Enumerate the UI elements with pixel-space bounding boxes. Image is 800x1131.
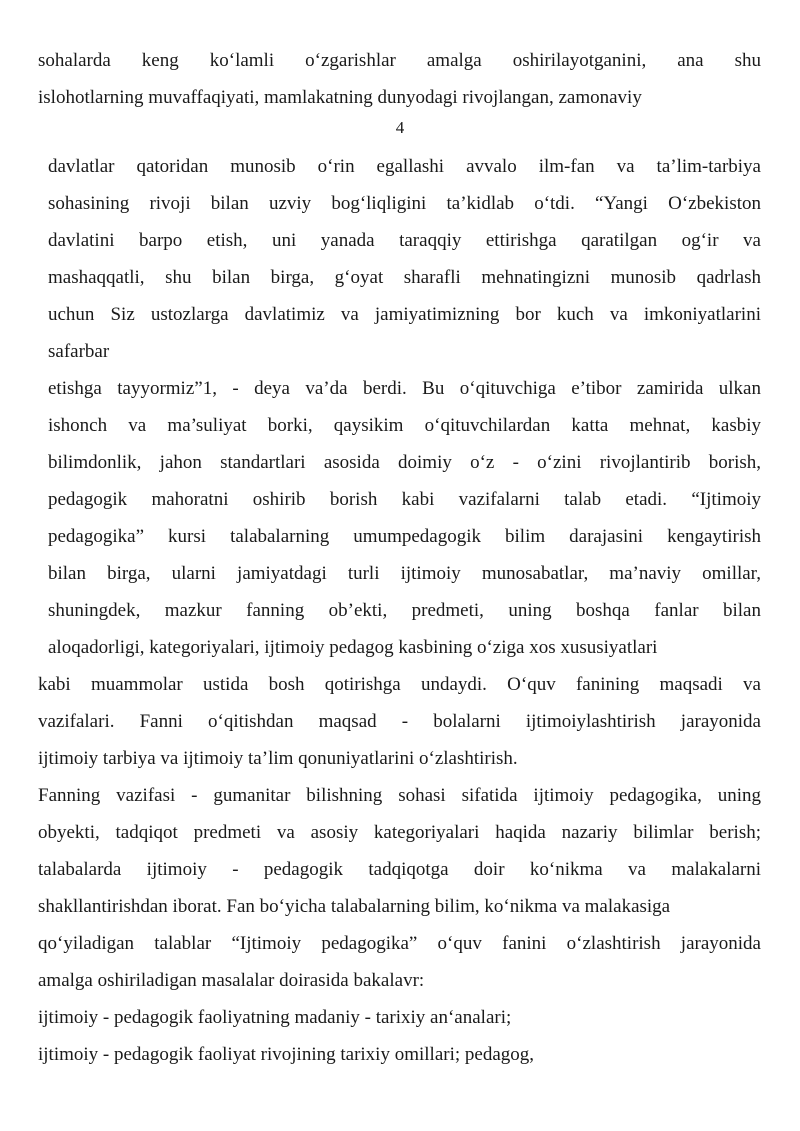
- text-line: bilimdonlik, jahon standartlari asosida doimiy o‘z - o‘zini rivojlantirib borish,: [48, 452, 761, 473]
- text-line: etishga tayyormiz”1, - deya va’da berdi. Bu o‘qituvchiga e’tibor zamirida ulkan: [48, 378, 761, 399]
- text-line: Fanning vazifasi - gumanitar bilishning sohasi sifatida ijtimoiy pedagogika, uning: [38, 785, 761, 806]
- text-line: aloqadorligi, kategoriyalari, ijtimoiy pedagog kasbining o‘ziga xos xususiyatlari: [48, 637, 658, 658]
- text-line: pedagogika” kursi talabalarning umumpedagogik bilim darajasini kengaytirish: [48, 526, 761, 547]
- text-line: ishonch va ma’suliyat borki, qaysikim o‘qituvchilardan katta mehnat, kasbiy: [48, 415, 761, 436]
- text-line: mashaqqatli, shu bilan birga, g‘oyat sharafli mehnatingizni munosib qadrlash: [48, 267, 761, 288]
- text-line: davlatini barpo etish, uni yanada taraqqiy ettirishga qaratilgan og‘ir va: [48, 230, 761, 251]
- text-line: safarbar: [48, 341, 110, 362]
- text-line: shuningdek, mazkur fanning ob’ekti, predmeti, uning boshqa fanlar bilan: [48, 600, 761, 621]
- text-line: davlatlar qatoridan munosib o‘rin egallashi avvalo ilm-fan va ta’lim-tarbiya: [48, 156, 761, 177]
- text-line: ijtimoiy - pedagogik faoliyat rivojining tarixiy omillari; pedagog,: [38, 1044, 535, 1065]
- text-line: qo‘yiladigan talablar “Ijtimoiy pedagogika” o‘quv fanini o‘zlashtirish jarayonida: [38, 933, 761, 954]
- text-line: islohotlarning muvaffaqiyati, mamlakatning dunyodagi rivojlangan, zamonaviy: [38, 87, 642, 108]
- text-line: talabalarda ijtimoiy - pedagogik tadqiqotga doir ko‘nikma va malakalarni: [38, 859, 761, 880]
- text-line: ijtimoiy tarbiya va ijtimoiy ta’lim qonuniyatlarini o‘zlashtirish.: [38, 748, 518, 769]
- text-line: shakllantirishdan iborat. Fan bo‘yicha talabalarning bilim, ko‘nikma va malakasiga: [38, 896, 671, 917]
- text-line: uchun Siz ustozlarga davlatimiz va jamiyatimizning bor kuch va imkoniyatlarini: [48, 304, 761, 325]
- page-number: 4: [395, 118, 405, 137]
- text-line: sohalarda keng ko‘lamli o‘zgarishlar amalga oshirilayotganini, ana shu: [38, 50, 761, 71]
- text-line: bilan birga, ularni jamiyatdagi turli ijtimoiy munosabatlar, ma’naviy omillar,: [48, 563, 761, 584]
- text-line: obyekti, tadqiqot predmeti va asosiy kategoriyalari haqida nazariy bilimlar berish;: [38, 822, 761, 843]
- text-line: kabi muammolar ustida bosh qotirishga undaydi. O‘quv fanining maqsadi va: [38, 674, 761, 695]
- text-line: vazifalari. Fanni o‘qitishdan maqsad - bolalarni ijtimoiylashtirish jarayonida: [38, 711, 761, 732]
- text-line: sohasining rivoji bilan uzviy bog‘liqligini ta’kidlab o‘tdi. “Yangi O‘zbekiston: [48, 193, 761, 214]
- text-line: ijtimoiy - pedagogik faoliyatning madaniy - tarixiy an‘analari;: [38, 1007, 512, 1028]
- text-line: amalga oshiriladigan masalalar doirasida bakalavr:: [38, 970, 425, 991]
- text-line: pedagogik mahoratni oshirib borish kabi vazifalarni talab etadi. “Ijtimoiy: [48, 489, 761, 510]
